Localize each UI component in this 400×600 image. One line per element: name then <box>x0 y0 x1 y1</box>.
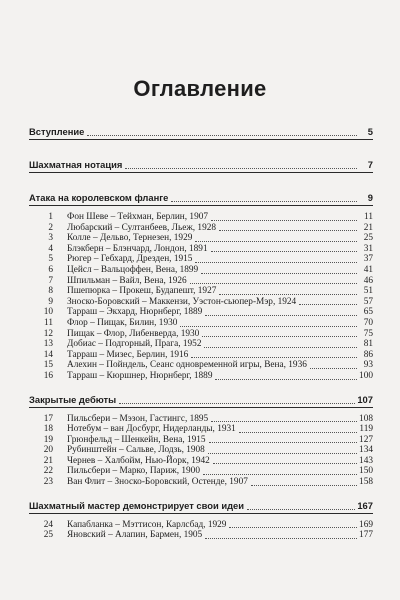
game-number: 1 <box>48 212 53 222</box>
game-number: 7 <box>48 275 53 286</box>
entry-page-number: 65 <box>363 307 373 318</box>
entry-page-number: 86 <box>363 349 373 360</box>
game-number: 11 <box>44 317 53 328</box>
game-number: 20 <box>43 445 53 456</box>
game-title: Фон Шеве – Тейхман, Берлин, 1907 <box>67 212 209 222</box>
entry-page-number: 81 <box>363 339 373 350</box>
dot-leader <box>211 250 357 252</box>
game-title: Блэкберн – Блэнчард, Лондон, 1891 <box>67 243 208 254</box>
game-title: Пильсбери – Марко, Париж, 1900 <box>67 466 200 477</box>
toc-entry[interactable] <box>29 244 373 255</box>
dot-leader <box>215 378 357 380</box>
game-title: Капабланка – Мэттисон, Карлсбад, 1929 <box>67 519 227 530</box>
game-number: 23 <box>43 477 53 488</box>
toc-entry[interactable] <box>29 307 373 318</box>
game-number: 22 <box>43 466 53 477</box>
toc-entry[interactable] <box>29 286 373 297</box>
dot-leader <box>213 462 357 464</box>
section-heading[interactable] <box>29 126 373 138</box>
dot-leader <box>208 452 357 454</box>
section-page-number: 7 <box>367 159 373 170</box>
toc-entry[interactable] <box>29 445 373 456</box>
game-number: 14 <box>43 349 53 360</box>
entry-page-number: 37 <box>363 254 373 265</box>
spacer <box>29 140 373 151</box>
entry-page-number: 127 <box>359 434 373 445</box>
table-of-contents <box>29 126 373 553</box>
toc-entry[interactable] <box>29 233 373 244</box>
dot-leader <box>190 282 357 284</box>
dot-leader <box>219 293 357 295</box>
dot-leader <box>239 431 357 433</box>
game-number: 24 <box>43 519 53 530</box>
game-number: 2 <box>48 222 53 233</box>
game-title: Любарский – Султанбеев, Льеж, 1928 <box>67 222 217 233</box>
game-title: Нотебум – ван Досбург, Нидерланды, 1931 <box>67 424 236 435</box>
toc-entry[interactable] <box>29 520 373 531</box>
game-title: Пищак – Флор, Либенверда, 1930 <box>67 328 200 339</box>
toc-entry[interactable] <box>29 350 373 361</box>
dot-leader <box>119 402 355 404</box>
entry-page-number: 177 <box>359 530 373 541</box>
dot-leader <box>201 272 357 274</box>
entry-page-number: 51 <box>363 286 373 297</box>
dot-leader <box>247 508 355 510</box>
game-title: Добиас – Подгорный, Прага, 1952 <box>67 339 202 350</box>
entry-page-number: 25 <box>363 233 373 244</box>
section-heading[interactable] <box>29 192 373 204</box>
toc-entry[interactable] <box>29 477 373 488</box>
dot-leader <box>191 356 357 358</box>
spacer <box>29 488 373 492</box>
section-heading[interactable] <box>29 394 373 406</box>
game-number: 8 <box>48 286 53 297</box>
game-title: Ван Флит – Зноско-Боровский, Остенде, 1907 <box>67 477 248 488</box>
entry-page-number: 93 <box>363 360 373 371</box>
game-number: 21 <box>43 455 53 466</box>
dot-leader <box>299 303 357 305</box>
entry-page-number: 46 <box>363 275 373 286</box>
toc-entry[interactable] <box>29 329 373 340</box>
game-title: Рубинштейн – Сальве, Лодзь, 1908 <box>67 445 205 456</box>
section-page-number: 5 <box>367 126 373 137</box>
entry-page-number: 11 <box>364 212 373 222</box>
game-number: 13 <box>43 339 53 350</box>
spacer <box>29 382 373 386</box>
game-number: 17 <box>43 413 53 424</box>
section-heading[interactable] <box>29 159 373 171</box>
dot-leader <box>87 134 357 136</box>
game-number: 18 <box>43 424 53 435</box>
dot-leader <box>229 526 357 528</box>
dot-leader <box>204 346 357 348</box>
game-title: Тарраш – Кюршнер, Нюрнберг, 1889 <box>67 370 213 381</box>
toc-entry[interactable] <box>29 254 373 265</box>
entry-page-number: 108 <box>359 413 373 424</box>
game-number: 9 <box>48 296 53 307</box>
game-number: 3 <box>48 233 53 244</box>
spacer <box>29 541 373 545</box>
toc-section <box>29 126 373 151</box>
game-title: Цейсл – Вальцоффен, Вена, 1899 <box>67 264 199 275</box>
dot-leader <box>203 473 357 475</box>
section-page-number: 107 <box>357 393 373 405</box>
dot-leader <box>211 420 357 422</box>
game-number: 6 <box>48 264 53 275</box>
section-title: Шахматный мастер демонстрирует свои идеи <box>29 499 245 511</box>
entry-page-number: 31 <box>363 243 373 254</box>
dot-leader <box>205 537 357 539</box>
section-page-number: 9 <box>367 192 373 203</box>
entry-page-number: 150 <box>359 466 373 477</box>
entry-page-number: 70 <box>363 317 373 328</box>
dot-leader <box>125 167 357 169</box>
page-title: Оглавление <box>133 76 267 101</box>
entry-page-number: 134 <box>359 445 373 456</box>
toc-entry[interactable] <box>29 265 373 276</box>
game-number: 10 <box>43 307 53 318</box>
game-number: 16 <box>43 370 53 381</box>
entry-page-number: 57 <box>363 296 373 307</box>
dot-leader <box>180 325 357 327</box>
game-number: 4 <box>48 243 53 254</box>
game-title: Флор – Пищак, Билин, 1930 <box>67 317 178 328</box>
game-title: Чернев – Халбойм, Нью-Йорк, 1942 <box>67 455 210 466</box>
dot-leader <box>211 219 357 221</box>
toc-entry[interactable] <box>29 223 373 234</box>
game-title: Шпильман – Вайл, Вена, 1926 <box>67 275 187 286</box>
game-title: Алехин – Пойндель, Сеанс одновременной игры, Вена, 1936 <box>67 360 307 371</box>
dot-leader <box>205 314 357 316</box>
entry-page-number: 21 <box>363 222 373 233</box>
game-title: Грюнфельд – Шенкейн, Вена, 1915 <box>67 434 206 445</box>
game-title: Тарраш – Мизес, Берлин, 1916 <box>67 349 189 360</box>
dot-leader <box>195 240 357 242</box>
dot-leader <box>195 261 357 263</box>
section-title: Шахматная нотация <box>29 159 123 170</box>
section-title: Вступление <box>29 126 85 137</box>
toc-entry[interactable] <box>29 530 373 541</box>
dot-leader <box>219 229 357 231</box>
toc-entry[interactable] <box>29 466 373 477</box>
dot-leader <box>202 335 357 337</box>
toc-entry[interactable] <box>29 414 373 425</box>
entry-page-number: 41 <box>363 264 373 275</box>
game-title: Яновский – Алапин, Бармен, 1905 <box>67 530 203 541</box>
toc-section <box>29 192 373 386</box>
game-title: Тарраш – Экхард, Нюрнберг, 1889 <box>67 307 203 318</box>
section-title: Атака на королевском фланге <box>29 192 169 203</box>
section-page-number: 167 <box>357 499 373 511</box>
toc-entry[interactable] <box>29 339 373 350</box>
game-number: 5 <box>48 254 53 265</box>
toc-entry[interactable] <box>29 456 373 467</box>
toc-entry[interactable] <box>29 360 373 371</box>
game-number: 12 <box>43 328 53 339</box>
entry-page-number: 75 <box>363 328 373 339</box>
game-title: Колле – Дельво, Тернезен, 1929 <box>67 233 193 244</box>
entry-page-number: 119 <box>359 424 373 435</box>
toc-entry[interactable] <box>29 435 373 446</box>
toc-section <box>29 500 373 545</box>
game-number: 25 <box>43 530 53 541</box>
dot-leader <box>209 441 357 443</box>
toc-section <box>29 394 373 492</box>
toc-section <box>29 159 373 184</box>
game-number: 19 <box>43 434 53 445</box>
game-title: Зноско-Боровский – Маккензи, Уэстон-сьюпер-Мэр, 1924 <box>67 296 297 307</box>
toc-entry[interactable] <box>29 276 373 287</box>
dot-leader <box>171 200 357 202</box>
spacer <box>29 173 373 184</box>
game-number: 15 <box>43 360 53 371</box>
toc-entry[interactable] <box>29 424 373 435</box>
game-title: Пильсбери – Мэзон, Гастингс, 1895 <box>67 413 209 424</box>
entry-page-number: 100 <box>359 370 373 381</box>
entry-page-number: 158 <box>359 477 373 488</box>
dot-leader <box>310 367 357 369</box>
toc-entry[interactable] <box>29 318 373 329</box>
section-heading[interactable] <box>29 500 373 512</box>
dot-leader <box>251 484 357 486</box>
game-title: Рюгер – Гебхард, Дрезден, 1915 <box>67 254 193 265</box>
section-title: Закрытые дебюты <box>29 393 117 405</box>
entry-page-number: 143 <box>359 455 373 466</box>
entry-page-number: 169 <box>359 519 373 530</box>
toc-entry[interactable] <box>29 371 373 382</box>
game-title: Пшепюрка – Прокеш, Будапешт, 1927 <box>67 286 217 297</box>
toc-entry[interactable] <box>29 212 373 223</box>
toc-entry[interactable] <box>29 297 373 308</box>
